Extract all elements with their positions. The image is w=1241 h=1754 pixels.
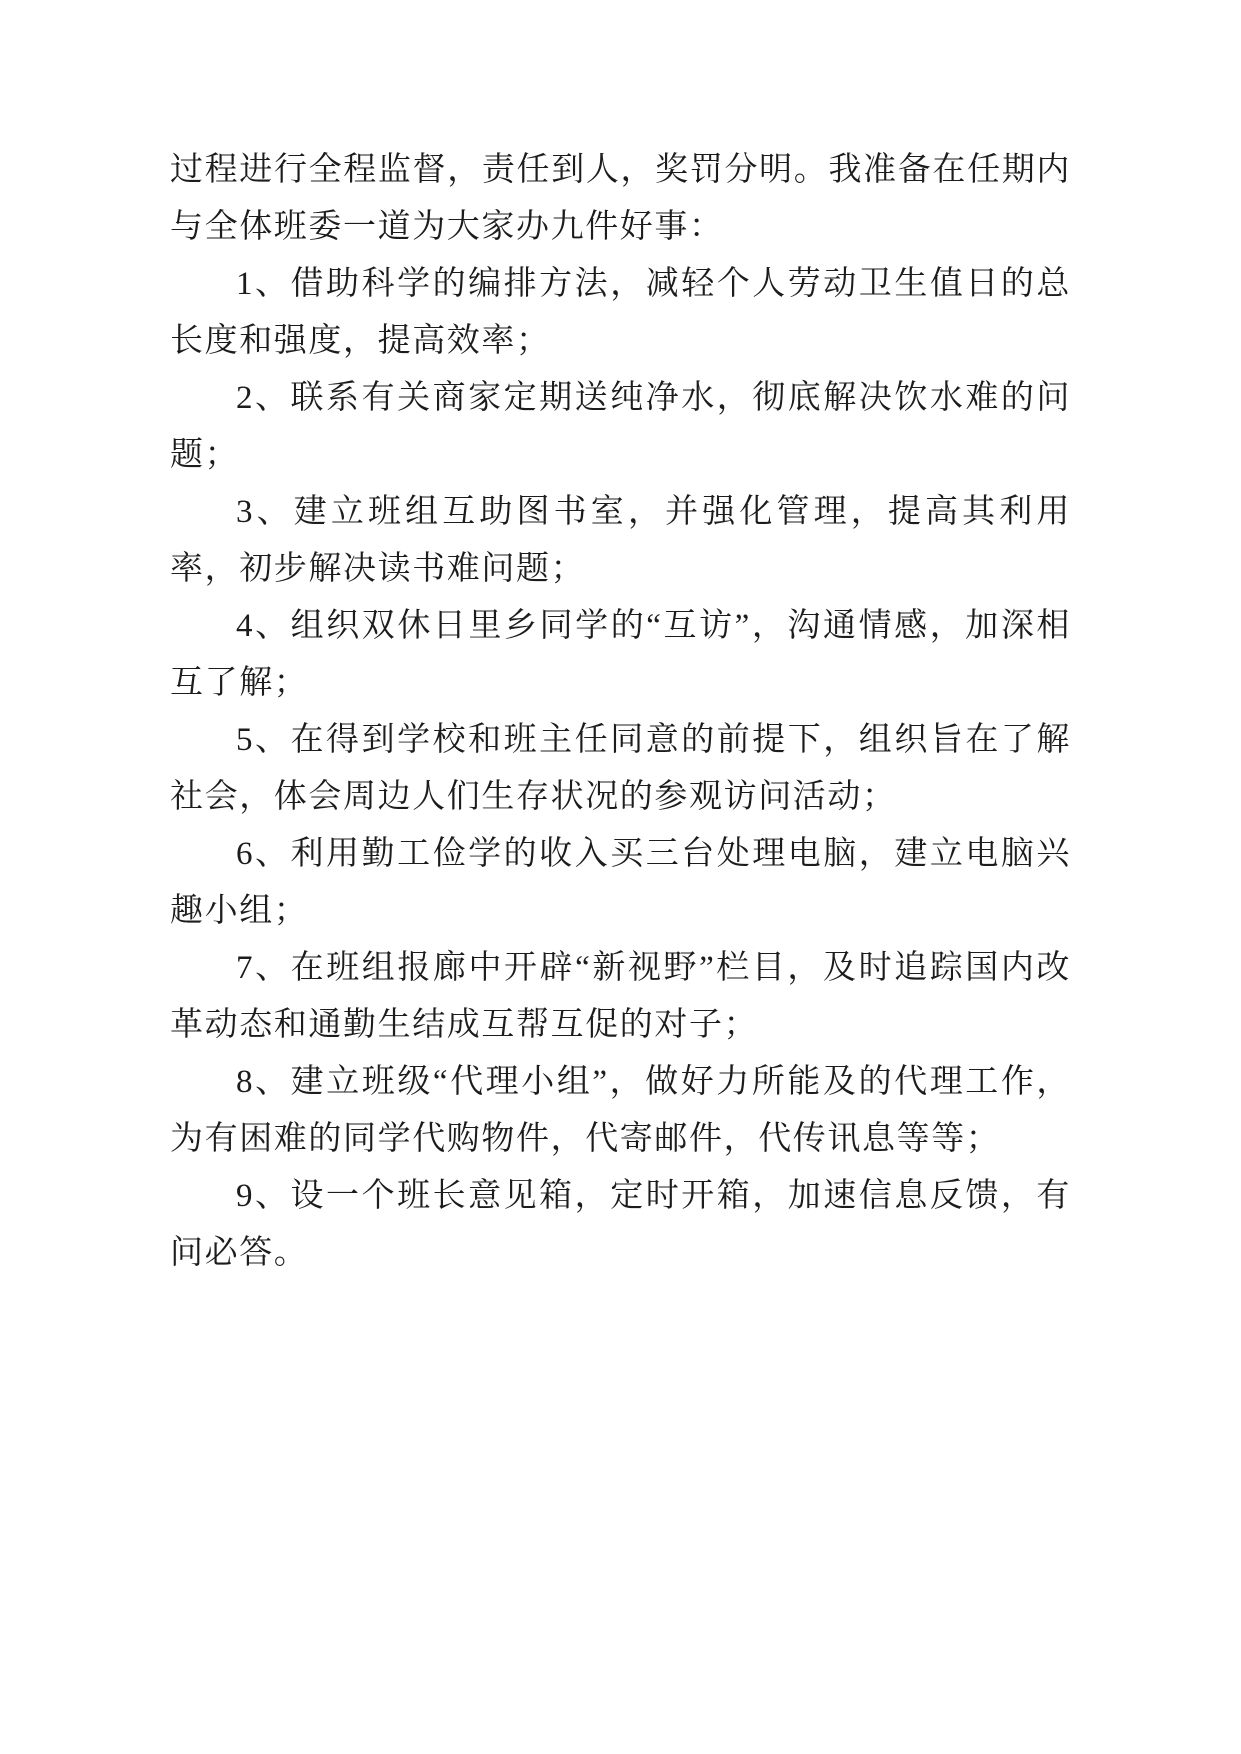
paragraph-item-6: 6、利用勤工俭学的收入买三台处理电脑，建立电脑兴趣小组；	[170, 836, 1071, 929]
paragraph-item-3: 3、建立班组互助图书室，并强化管理，提高其利用率，初步解决读书难问题；	[170, 494, 1071, 587]
paragraph-item-8: 8、建立班级“代理小组”，做好力所能及的代理工作，为有困难的同学代购物件，代寄邮件，代传讯息等等；	[170, 1064, 1071, 1157]
paragraph-item-9: 9、设一个班长意见箱，定时开箱，加速信息反馈，有问必答。	[170, 1178, 1071, 1271]
paragraph-item-1: 1、借助科学的编排方法，减轻个人劳动卫生值日的总长度和强度，提高效率；	[170, 266, 1071, 359]
paragraph-item-5: 5、在得到学校和班主任同意的前提下，组织旨在了解社会，体会周边人们生存状况的参观访问活动；	[170, 722, 1071, 815]
paragraph-item-7: 7、在班组报廊中开辟“新视野”栏目，及时追踪国内改革动态和通勤生结成互帮互促的对子；	[170, 950, 1071, 1043]
document-text-block	[170, 142, 1071, 1282]
paragraph-intro: 过程进行全程监督，责任到人，奖罚分明。我准备在任期内与全体班委一道为大家办九件好事：	[170, 152, 1071, 245]
paragraph-item-4: 4、组织双休日里乡同学的“互访”，沟通情感，加深相互了解；	[170, 608, 1071, 701]
paragraph-item-2: 2、联系有关商家定期送纯净水，彻底解决饮水难的问题；	[170, 380, 1071, 473]
